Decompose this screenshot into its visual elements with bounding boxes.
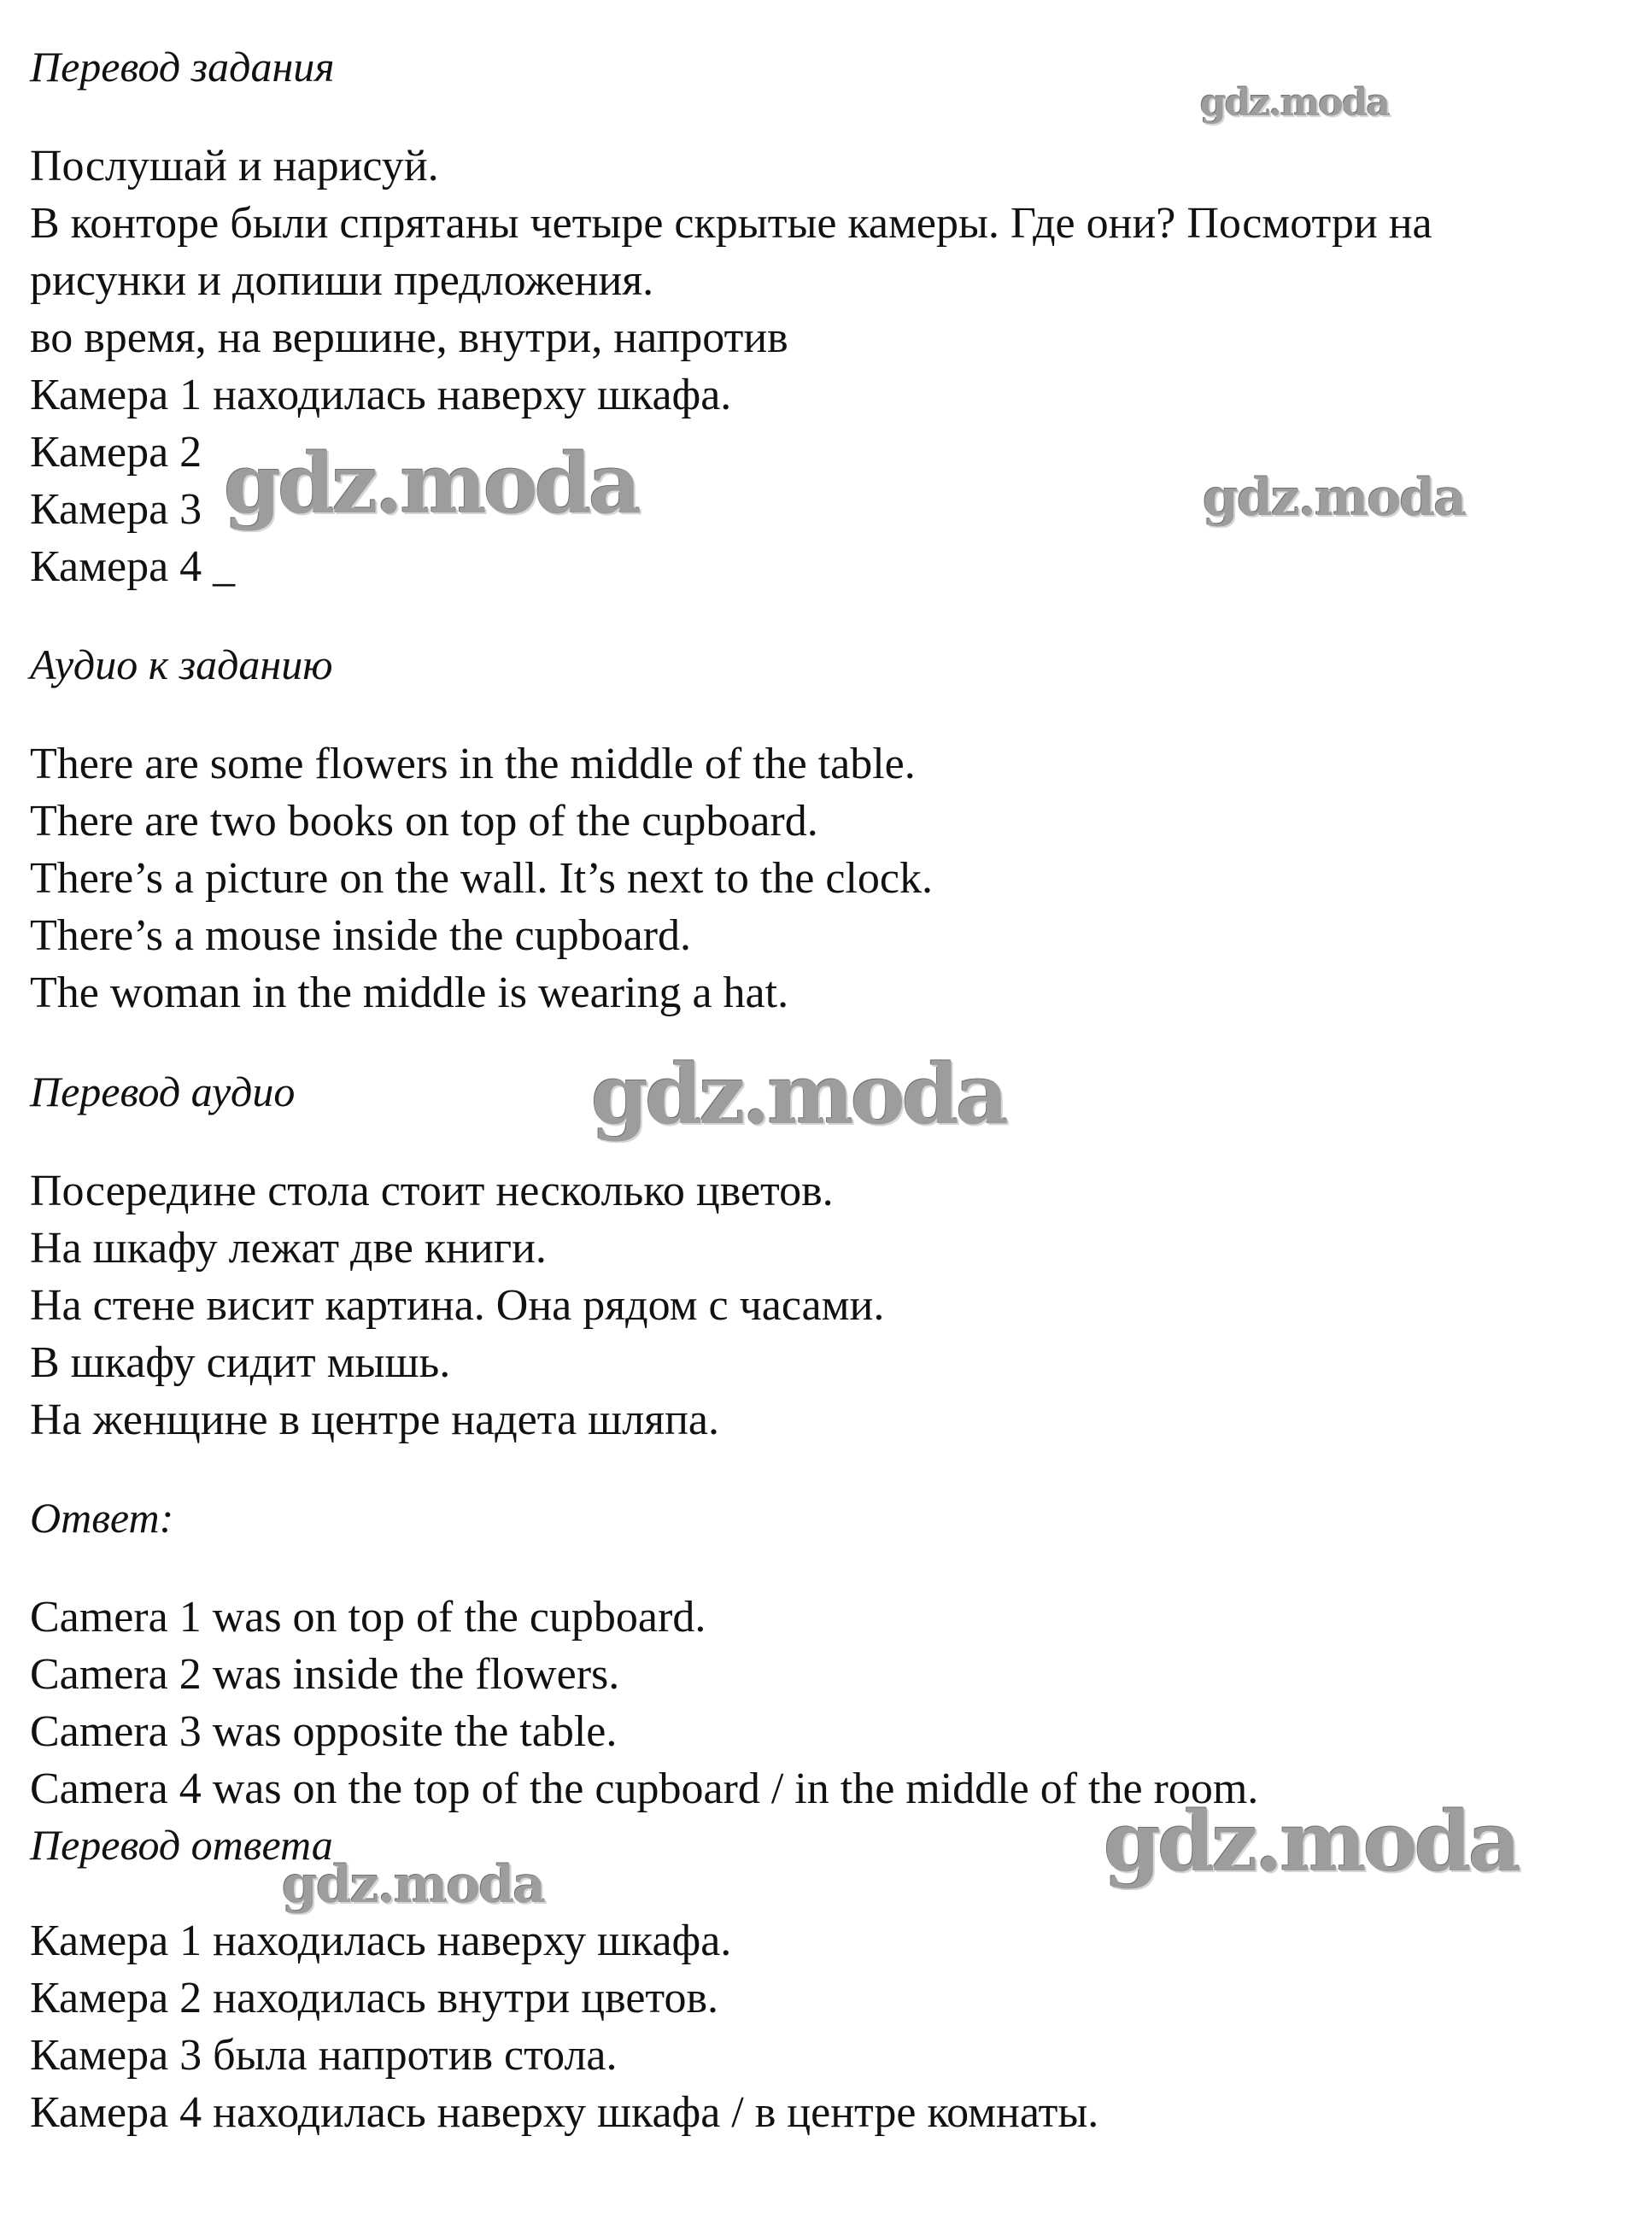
heading-audio: Аудио к заданию (30, 641, 333, 688)
heading-audio-translation: Перевод аудио (30, 1068, 296, 1115)
task-line: Камера 3 (30, 485, 202, 534)
watermark-logo: gdz.moda (224, 436, 639, 532)
task-line: рисунки и допиши предложения. (30, 256, 654, 305)
audio-translation-line: В шкафу сидит мышь. (30, 1338, 451, 1387)
heading-answer-translation: Перевод ответа (30, 1821, 333, 1869)
audio-line: There’s a mouse inside the cupboard. (30, 911, 691, 960)
task-line: Камера 4 _ (30, 542, 236, 591)
answer-translation-line: Камера 4 находилась наверху шкафа / в центре комнаты. (30, 2088, 1099, 2137)
answer-line: Camera 3 was opposite the table. (30, 1707, 618, 1756)
heading-answer: Ответ: (30, 1494, 174, 1542)
task-line: В конторе были спрятаны четыре скрытые камеры. Где они? Посмотри на (30, 199, 1432, 248)
task-line: Камера 1 находилась наверху шкафа. (30, 371, 732, 419)
audio-line: The woman in the middle is wearing a hat. (30, 969, 789, 1017)
audio-line: There are two books on top of the cupboard. (30, 797, 818, 846)
heading-task-translation: Перевод задания (30, 43, 335, 91)
watermark-logo: gdz.moda (282, 1855, 545, 1915)
task-line: Камера 2 (30, 428, 202, 477)
audio-line: There are some flowers in the middle of the table. (30, 740, 916, 788)
answer-line: Camera 1 was on top of the cupboard. (30, 1593, 706, 1642)
answer-line: Camera 2 was inside the flowers. (30, 1650, 620, 1699)
audio-translation-line: На стене висит картина. Она рядом с часами. (30, 1281, 885, 1330)
task-line: Послушай и нарисуй. (30, 142, 439, 190)
answer-line: Camera 4 was on the top of the cupboard / in the middle of the room. (30, 1765, 1259, 1813)
audio-translation-line: Посередине стола стоит несколько цветов. (30, 1167, 834, 1215)
audio-translation-line: На женщине в центре надета шляпа. (30, 1396, 719, 1444)
answer-translation-line: Камера 2 находилась внутри цветов. (30, 1974, 718, 2022)
audio-translation-line: На шкафу лежат две книги. (30, 1224, 547, 1273)
answer-translation-line: Камера 1 находилась наверху шкафа. (30, 1917, 732, 1965)
watermark-logo: gdz.moda (1104, 1794, 1519, 1890)
answer-translation-line: Камера 3 была напротив стола. (30, 2031, 618, 2080)
watermark-logo: gdz.moda (591, 1046, 1006, 1143)
audio-line: There’s a picture on the wall. It’s next to the clock. (30, 854, 933, 903)
watermark-logo: gdz.moda (1200, 81, 1390, 125)
task-line: во время, на вершине, внутри, напротив (30, 313, 788, 362)
watermark-logo: gdz.moda (1203, 468, 1466, 528)
